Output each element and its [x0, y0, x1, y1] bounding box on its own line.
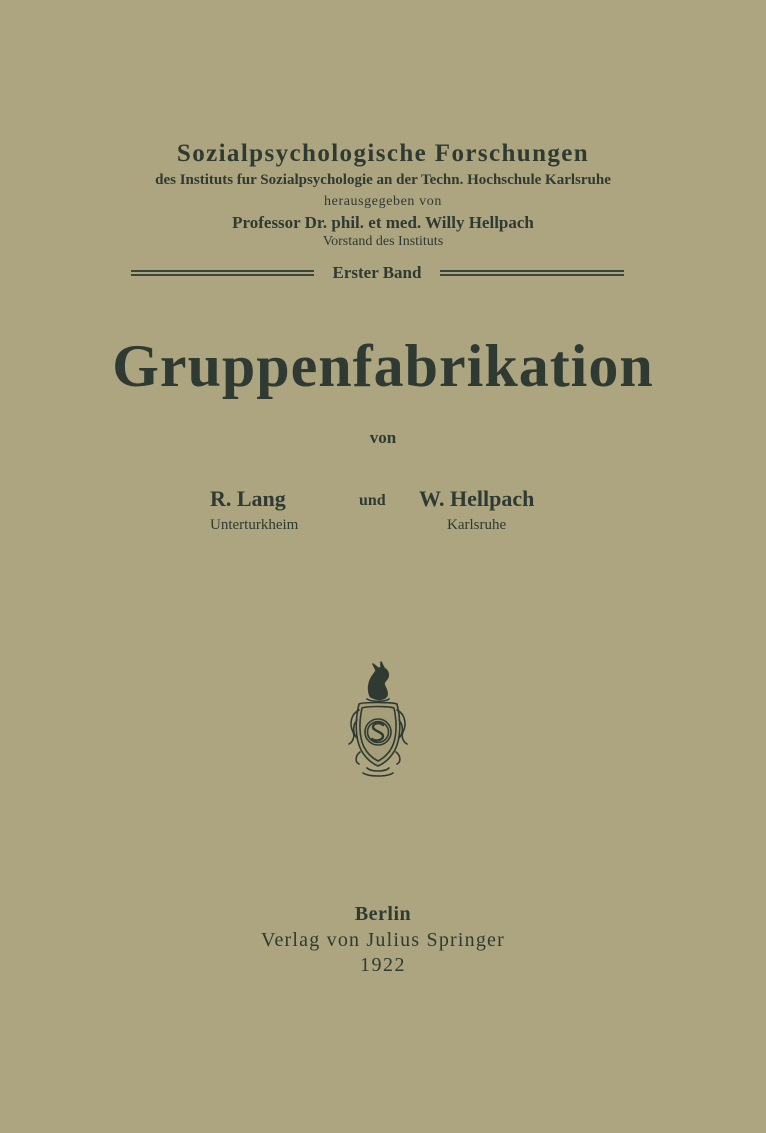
editor-role: Vorstand des Instituts [322, 234, 444, 249]
imprint-publisher: Verlag von Julius Springer [261, 929, 505, 951]
divider-rule-left [131, 270, 314, 276]
volume-label: Erster Band [332, 263, 422, 282]
editor-name: Professor Dr. phil. et med. Willy Hellpach [232, 213, 534, 232]
author-place-1: Unterturkheim [210, 517, 299, 533]
book-title: Gruppenfabrikation [112, 333, 654, 399]
springer-knight-emblem-icon [343, 660, 413, 780]
author-conjunction: und [359, 492, 386, 509]
series-subtitle: des Instituts fur Sozialpsychologie an der Techn. Hochschule Karlsruhe [155, 172, 611, 188]
imprint-city: Berlin [354, 903, 412, 925]
divider-rule-right [440, 270, 624, 276]
author-place-2: Karlsruhe [447, 517, 507, 533]
author-name-2: W. Hellpach [419, 486, 535, 511]
imprint-year: 1922 [360, 954, 406, 976]
by-label: von [369, 428, 397, 447]
series-title: Sozialpsychologische Forschungen [176, 140, 590, 167]
author-name-1: R. Lang [210, 486, 286, 511]
editor-label: herausgegeben von [324, 194, 442, 209]
